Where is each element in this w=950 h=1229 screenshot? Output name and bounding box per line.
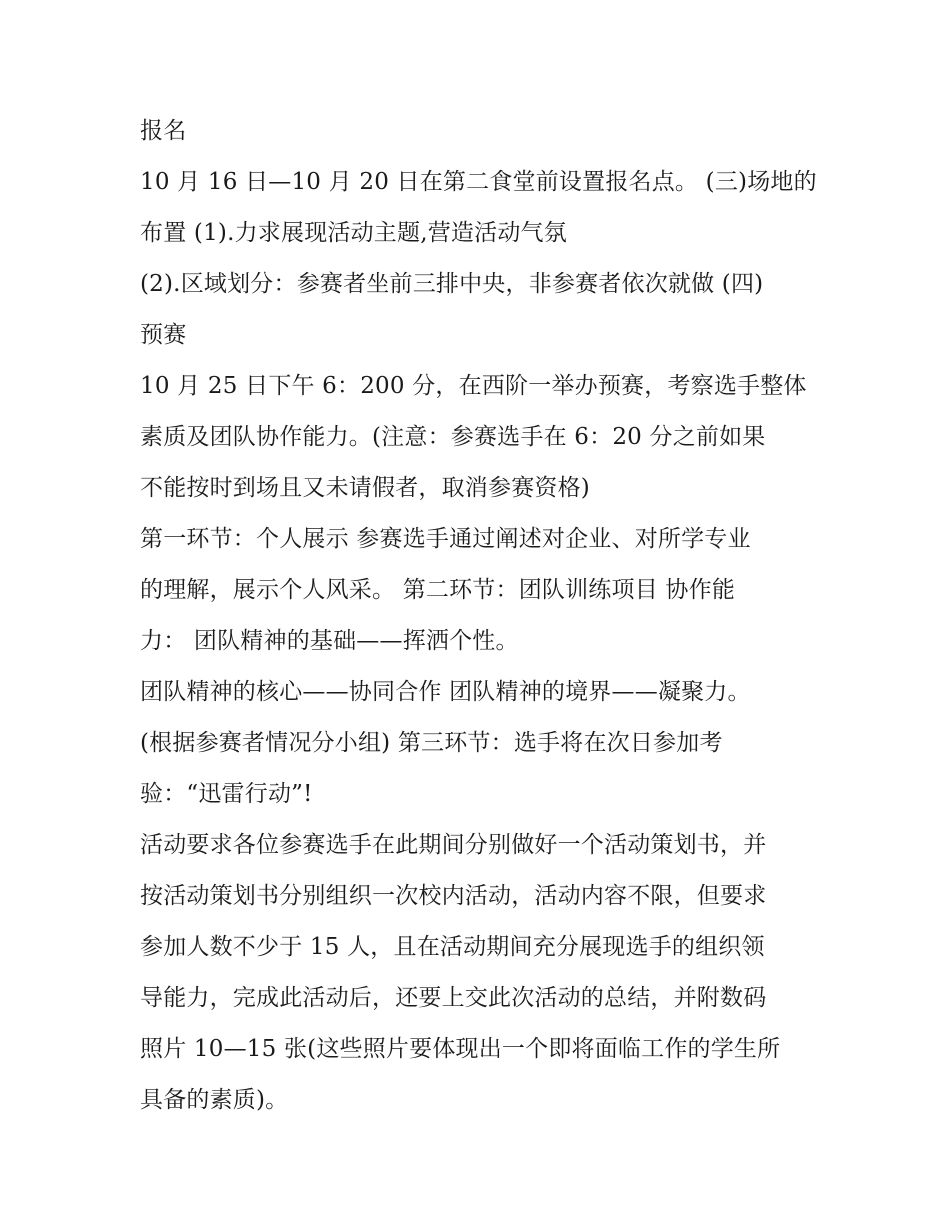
text-line: 不能按时到场且又未请假者，取消参赛资格): [140, 475, 590, 501]
text-line: (根据参赛者情况分小组) 第三环节：选手将在次日参加考: [140, 730, 723, 756]
text-line: 照片 10—15 张(这些照片要体现出一个即将面临工作的学生所: [140, 1036, 781, 1062]
text-line: 具备的素质)。: [140, 1087, 289, 1113]
text-line: 按活动策划书分别组织一次校内活动，活动内容不限，但要求: [140, 883, 767, 909]
text-line: 10 月 16 日—10 月 20 日在第二食堂前设置报名点。 (三)场地的: [140, 169, 817, 195]
text-line: 参加人数不少于 15 人，且在活动期间充分展现选手的组织领: [140, 934, 765, 960]
text-line: (2).区域划分：参赛者坐前三排中央，非参赛者依次就做 (四): [140, 271, 764, 297]
text-line: 布置 (1).力求展现活动主题,营造活动气氛: [140, 220, 567, 246]
text-line: 素质及团队协作能力。(注意：参赛选手在 6：20 分之前如果: [140, 424, 766, 450]
text-line: 力： 团队精神的基础——挥洒个性。: [140, 628, 519, 654]
text-line: 报名: [140, 118, 187, 144]
text-line: 验：“迅雷行动”!: [140, 781, 313, 807]
text-line: 10 月 25 日下午 6：200 分，在西阶一举办预赛，考察选手整体: [140, 373, 807, 399]
text-line: 导能力，完成此活动后，还要上交此次活动的总结，并附数码: [140, 985, 767, 1011]
text-line: 活动要求各位参赛选手在此期间分别做好一个活动策划书，并: [140, 832, 767, 858]
text-line: 团队精神的核心——协同合作 团队精神的境界——凝聚力。: [140, 679, 751, 705]
document-body: [140, 106, 830, 1126]
text-line: 预赛: [140, 322, 187, 348]
text-line: 第一环节：个人展示 参赛选手通过阐述对企业、对所学专业: [140, 526, 751, 552]
text-line: 的理解，展示个人风采。 第二环节：团队训练项目 协作能: [140, 577, 736, 603]
